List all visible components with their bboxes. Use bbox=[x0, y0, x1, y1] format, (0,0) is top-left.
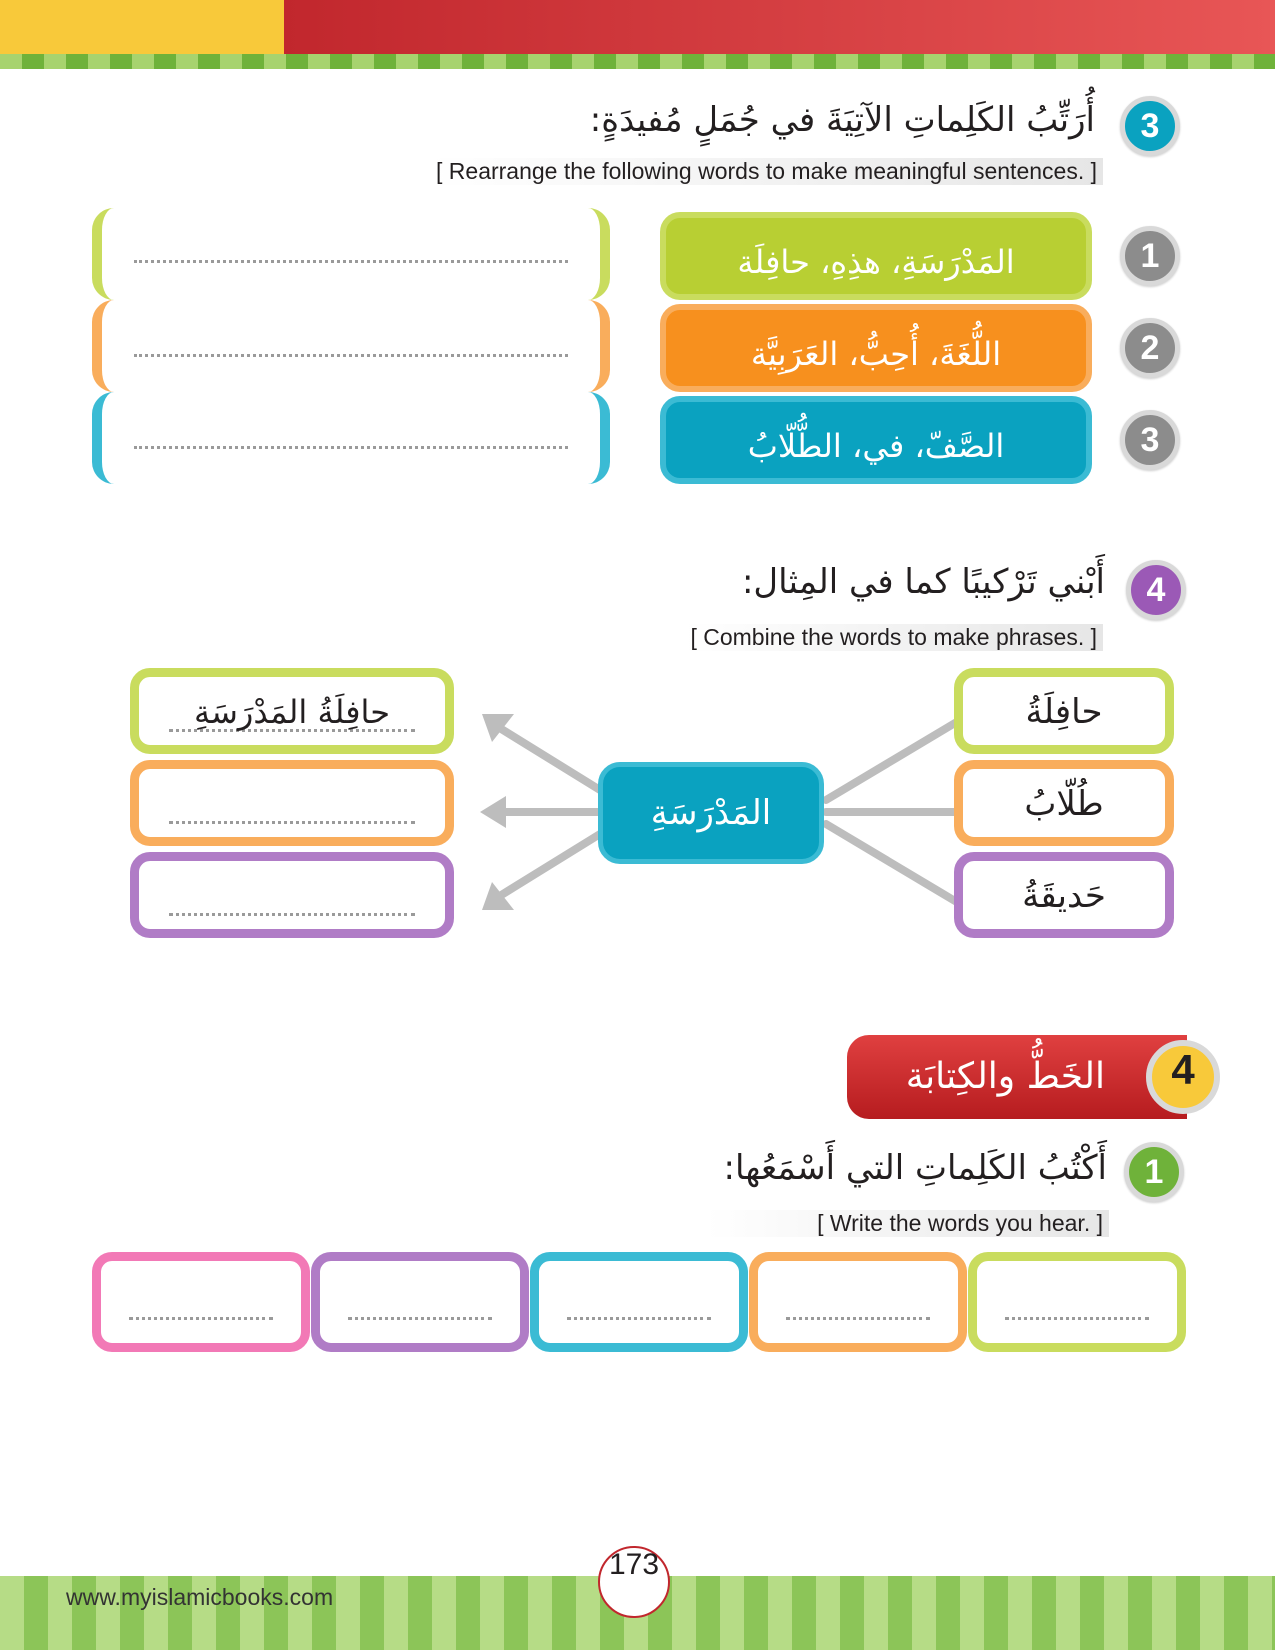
example-answer: حافِلَةُ المَدْرَسَةِ bbox=[193, 693, 391, 731]
item-2-badge: 2 bbox=[1120, 318, 1180, 378]
footer-url[interactable]: www.myislamicbooks.com bbox=[66, 1584, 334, 1610]
dotted-line bbox=[134, 260, 568, 263]
page-number: 173 bbox=[598, 1546, 670, 1618]
item-3-answer-line[interactable] bbox=[92, 392, 610, 484]
write-box-3[interactable] bbox=[530, 1252, 748, 1352]
item-2-words: اللُّغَةَ، أُحِبُّ، العَرَبِيَّة bbox=[660, 304, 1092, 392]
dotted-line bbox=[169, 821, 415, 824]
item-3-badge: 3 bbox=[1120, 410, 1180, 470]
dotted-line bbox=[134, 354, 568, 357]
item-2-answer-line[interactable] bbox=[92, 300, 610, 392]
top-bar-yellow bbox=[0, 0, 284, 54]
dotted-line bbox=[348, 1317, 492, 1320]
center-word: المَدْرَسَةِ bbox=[598, 762, 824, 864]
item-1-badge: 1 bbox=[1120, 226, 1180, 286]
dotted-line bbox=[786, 1317, 930, 1320]
item-1-words: المَدْرَسَةِ، هذِهِ، حافِلَة bbox=[660, 212, 1092, 300]
write-box-2[interactable] bbox=[749, 1252, 967, 1352]
section-4-banner: الخَطُّ والكِتابَة bbox=[847, 1035, 1187, 1119]
arrow-line-1 bbox=[490, 722, 600, 790]
exercise-3-title: أُرَتِّبُ الكَلِماتِ الآتِيَةَ في جُمَلٍ مُفيدَةٍ: bbox=[589, 100, 1095, 140]
write-box-5[interactable] bbox=[92, 1252, 310, 1352]
result-box-2[interactable] bbox=[130, 760, 454, 846]
write-box-1[interactable] bbox=[968, 1252, 1186, 1352]
exercise-4-instruction: [ Combine the words to make phrases. ] bbox=[684, 624, 1103, 651]
word-box-3: حَديقَةُ bbox=[954, 852, 1174, 938]
connector-line-1 bbox=[826, 720, 960, 800]
write-box-4[interactable] bbox=[311, 1252, 529, 1352]
exercise-1-title: أَكْتُبُ الكَلِماتِ التي أَسْمَعُها: bbox=[723, 1148, 1107, 1188]
section-4-badge: 4 bbox=[1146, 1040, 1220, 1114]
top-bar-red bbox=[284, 0, 1275, 54]
exercise-1-badge: 1 bbox=[1124, 1142, 1184, 1202]
word-box-2: طُلّابُ bbox=[954, 760, 1174, 846]
result-box-1[interactable] bbox=[130, 668, 454, 754]
arrow-line-3 bbox=[490, 834, 600, 902]
result-box-3[interactable] bbox=[130, 852, 454, 938]
dotted-line bbox=[567, 1317, 711, 1320]
item-3-words: الصَّفّ، في، الطُّلّابُ bbox=[660, 396, 1092, 484]
dotted-line bbox=[134, 446, 568, 449]
dotted-line bbox=[1005, 1317, 1149, 1320]
exercise-3-badge: 3 bbox=[1120, 96, 1180, 156]
exercise-1-instruction: [ Write the words you hear. ] bbox=[707, 1210, 1109, 1237]
connector-line-3 bbox=[826, 824, 960, 904]
item-1-answer-line[interactable] bbox=[92, 208, 610, 300]
dotted-line bbox=[129, 1317, 273, 1320]
exercise-4-badge: 4 bbox=[1126, 560, 1186, 620]
arrow-head-2 bbox=[480, 796, 506, 828]
top-stripe bbox=[0, 54, 1275, 69]
exercise-4-title: أَبْني تَرْكيبًا كما في المِثال: bbox=[741, 562, 1105, 602]
dotted-line bbox=[169, 913, 415, 916]
word-box-1: حافِلَةُ bbox=[954, 668, 1174, 754]
exercise-3-instruction: [ Rearrange the following words to make meaningful sentences. ] bbox=[430, 158, 1103, 185]
